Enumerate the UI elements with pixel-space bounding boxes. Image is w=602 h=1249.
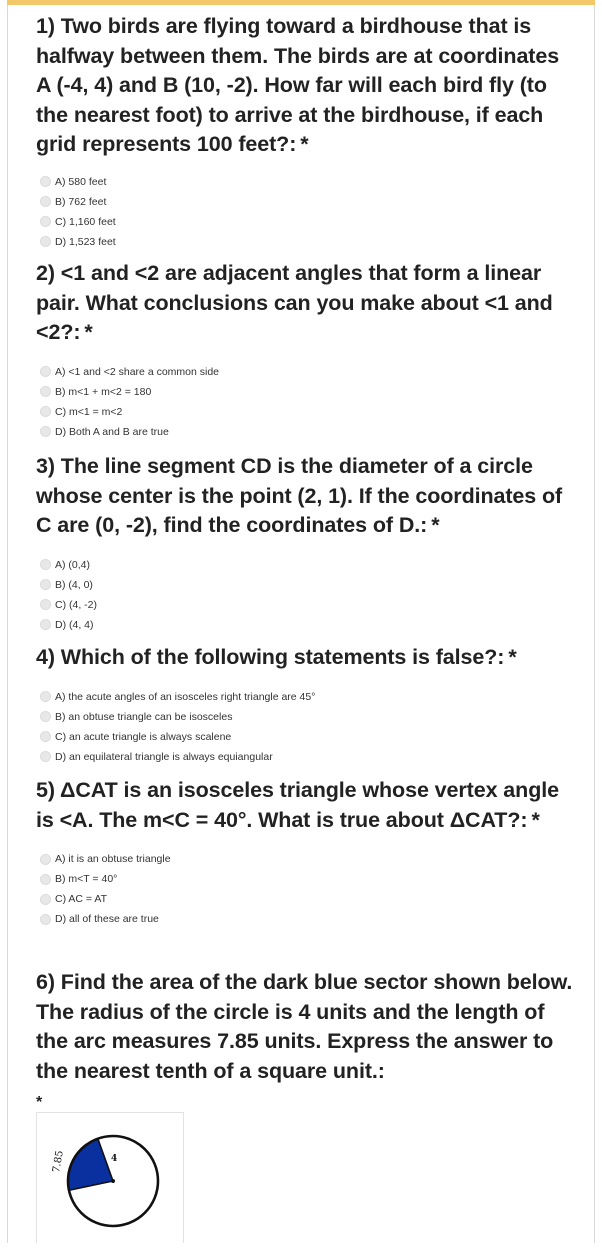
option-2c[interactable] <box>40 402 576 422</box>
option-1a[interactable] <box>40 172 576 192</box>
option-label: D) (4, 4) <box>55 618 94 631</box>
option-1b[interactable] <box>40 192 576 212</box>
option-label: A) 580 feet <box>55 175 107 188</box>
option-2b[interactable] <box>40 382 576 402</box>
question-2 <box>36 259 576 442</box>
required-marker: * <box>36 1094 43 1112</box>
option-3a[interactable] <box>40 555 576 575</box>
radio-button[interactable] <box>40 386 51 397</box>
option-label: D) 1,523 feet <box>55 235 116 248</box>
option-3c[interactable] <box>40 595 576 615</box>
option-4b[interactable] <box>40 707 576 727</box>
radio-button[interactable] <box>40 691 51 702</box>
radio-button[interactable] <box>40 894 51 905</box>
question-3-title: 3) The line segment CD is the diameter of a circle whose center is the point (2, 1). If the coordinates of C are (0, -2), find the coordinates of D.: <box>36 454 563 538</box>
option-label: B) an obtuse triangle can be isosceles <box>55 710 233 723</box>
radio-button[interactable] <box>40 854 51 865</box>
option-label: D) all of these are true <box>55 913 159 926</box>
option-2a[interactable] <box>40 362 576 382</box>
required-marker: * <box>531 807 540 832</box>
question-3-options <box>36 555 576 635</box>
required-marker: * <box>300 132 309 157</box>
option-3b[interactable] <box>40 575 576 595</box>
option-label: A) it is an obtuse triangle <box>55 853 171 866</box>
question-1-title: 1) Two birds are flying toward a birdhouse that is halfway between them. The birds are at coordinates A (-4, 4) and B (10, -2). How far will each bird fly (to the nearest foot) to arrive at the birdhouse, if each grid represents 100 feet?: <box>36 14 560 157</box>
option-5a[interactable] <box>40 849 576 869</box>
option-label: B) m<T = 40° <box>55 873 118 886</box>
question-6 <box>36 968 576 1118</box>
radio-button[interactable] <box>40 731 51 742</box>
option-label: C) (4, -2) <box>55 598 97 611</box>
option-4c[interactable] <box>40 727 576 747</box>
radio-button[interactable] <box>40 406 51 417</box>
radio-button[interactable] <box>40 366 51 377</box>
question-4-title: 4) Which of the following statements is false?: <box>36 645 505 669</box>
option-1d[interactable] <box>40 232 576 252</box>
radio-button[interactable] <box>40 619 51 630</box>
center-point <box>111 1179 115 1183</box>
radio-button[interactable] <box>40 236 51 247</box>
question-1-options <box>36 172 576 252</box>
question-4-options <box>36 687 576 767</box>
radio-button[interactable] <box>40 559 51 570</box>
question-2-options <box>36 362 576 442</box>
option-label: C) 1,160 feet <box>55 215 116 228</box>
question-4 <box>36 643 576 767</box>
question-3 <box>36 452 576 635</box>
option-label: B) m<1 + m<2 = 180 <box>55 385 152 398</box>
radio-button[interactable] <box>40 196 51 207</box>
option-3d[interactable] <box>40 615 576 635</box>
option-label: C) m<1 = m<2 <box>55 405 123 418</box>
arc-length-label: 7.85 <box>51 1149 66 1174</box>
option-label: D) an equilateral triangle is always equiangular <box>55 750 273 763</box>
option-4d[interactable] <box>40 747 576 767</box>
option-label: A) the acute angles of an isosceles right triangle are 45° <box>55 690 316 703</box>
question-5 <box>36 776 576 929</box>
required-marker: * <box>431 513 440 538</box>
option-label: B) 762 feet <box>55 195 107 208</box>
option-5b[interactable] <box>40 869 576 889</box>
option-2d[interactable] <box>40 422 576 442</box>
question-5-title: 5) ΔCAT is an isosceles triangle whose vertex angle is <A. The m<C = 40°. What is true about ΔCAT?: <box>36 778 559 832</box>
radio-button[interactable] <box>40 599 51 610</box>
sector-diagram <box>37 1113 183 1244</box>
required-marker: * <box>84 320 93 345</box>
option-label: A) (0,4) <box>55 558 91 571</box>
option-label: C) AC = AT <box>55 893 108 906</box>
option-label: A) <1 and <2 share a common side <box>55 365 220 378</box>
question-6-title: 6) Find the area of the dark blue sector shown below. The radius of the circle is 4 units and the length of the arc measures 7.85 units. Express the answer to the nearest tenth of a square unit.: <box>36 970 573 1083</box>
radio-button[interactable] <box>40 711 51 722</box>
question-1 <box>36 12 576 252</box>
option-5d[interactable] <box>40 909 576 929</box>
option-1c[interactable] <box>40 212 576 232</box>
radio-button[interactable] <box>40 751 51 762</box>
radio-button[interactable] <box>40 426 51 437</box>
sector-figure <box>36 1112 184 1243</box>
radio-button[interactable] <box>40 216 51 227</box>
option-label: B) (4, 0) <box>55 578 93 591</box>
question-5-options <box>36 849 576 929</box>
radio-button[interactable] <box>40 176 51 187</box>
option-label: D) Both A and B are true <box>55 425 169 438</box>
option-4a[interactable] <box>40 687 576 707</box>
required-marker: * <box>508 645 517 669</box>
radio-button[interactable] <box>40 914 51 925</box>
radius-label: 4 <box>111 1154 118 1164</box>
question-2-title: 2) <1 and <2 are adjacent angles that form a linear pair. What conclusions can you make about <1 and <2?: <box>36 261 553 345</box>
radio-button[interactable] <box>40 874 51 885</box>
option-label: C) an acute triangle is always scalene <box>55 730 232 743</box>
form-top-accent <box>7 0 595 5</box>
radio-button[interactable] <box>40 579 51 590</box>
option-5c[interactable] <box>40 889 576 909</box>
